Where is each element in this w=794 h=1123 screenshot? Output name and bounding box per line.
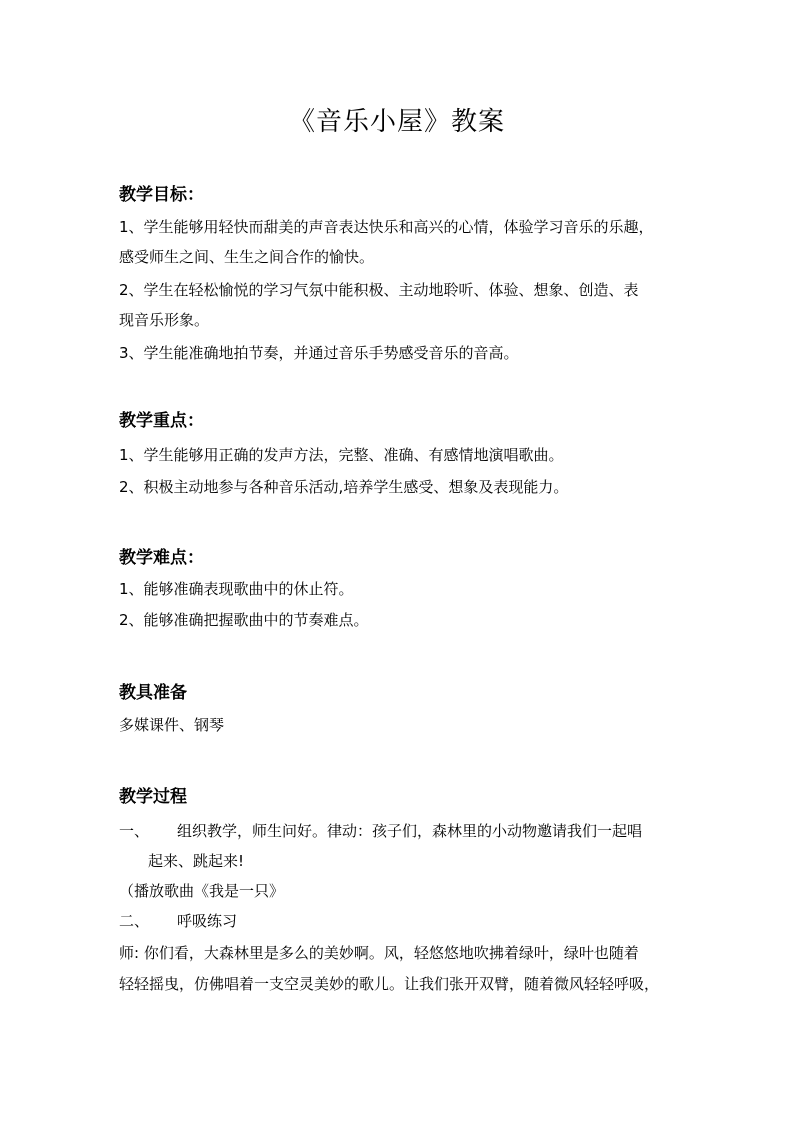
process-step-2 xyxy=(119,910,237,932)
key-points-line: 1、学生能够用正确的发声方法，完整、准确、有感情地演唱歌曲。 xyxy=(119,446,564,464)
objectives-line: 感受师生之间、生生之间合作的愉快。 xyxy=(119,248,375,266)
objectives-heading: 教学目标： xyxy=(119,185,204,205)
process-step-1 xyxy=(119,820,642,842)
key-points-line: 2、积极主动地参与各种音乐活动,培养学生感受、想象及表现能力。 xyxy=(119,478,569,496)
objectives-line: 现音乐形象。 xyxy=(119,311,210,329)
materials-heading: 教具准备 xyxy=(119,683,187,703)
process-step-1-continued: 起来、跳起来! xyxy=(148,852,245,870)
difficulties-line: 1、能够准确表现歌曲中的休止符。 xyxy=(119,580,354,598)
difficulties-line: 2、能够准确把握歌曲中的节奏难点。 xyxy=(119,611,369,629)
process-note: （播放歌曲《我是一只》 xyxy=(119,882,285,900)
objectives-line: 1、学生能够用轻快而甜美的声音表达快乐和高兴的心情，体验学习音乐的乐趣， xyxy=(119,218,654,236)
step-number: 一、 xyxy=(119,822,150,840)
process-paragraph-line: 师: 你们看，大森林里是多么的美妙啊。风，轻悠悠地吹拂着绿叶，绿叶也随着 xyxy=(119,944,639,962)
step-text: 组织教学，师生问好。律动：孩子们，森林里的小动物邀请我们一起唱 xyxy=(177,822,643,840)
key-points-heading: 教学重点： xyxy=(119,411,204,431)
step-number: 二、 xyxy=(119,912,150,930)
step-text: 呼吸练习 xyxy=(177,912,238,930)
page-title: 《音乐小屋》教案 xyxy=(288,107,505,137)
process-heading: 教学过程 xyxy=(119,787,187,807)
objectives-line: 3、学生能准确地拍节奏，并通过音乐手势感受音乐的音高。 xyxy=(119,344,519,362)
process-paragraph-line: 轻轻摇曳，仿佛唱着一支空灵美妙的歌儿。让我们张开双臂，随着微风轻轻呼吸， xyxy=(119,975,660,993)
difficulties-heading: 教学难点： xyxy=(119,548,204,568)
objectives-line: 2、学生在轻松愉悦的学习气氛中能积极、主动地聆听、体验、想象、创造、表 xyxy=(119,281,639,299)
materials-text: 多媒课件、钢琴 xyxy=(119,716,225,734)
